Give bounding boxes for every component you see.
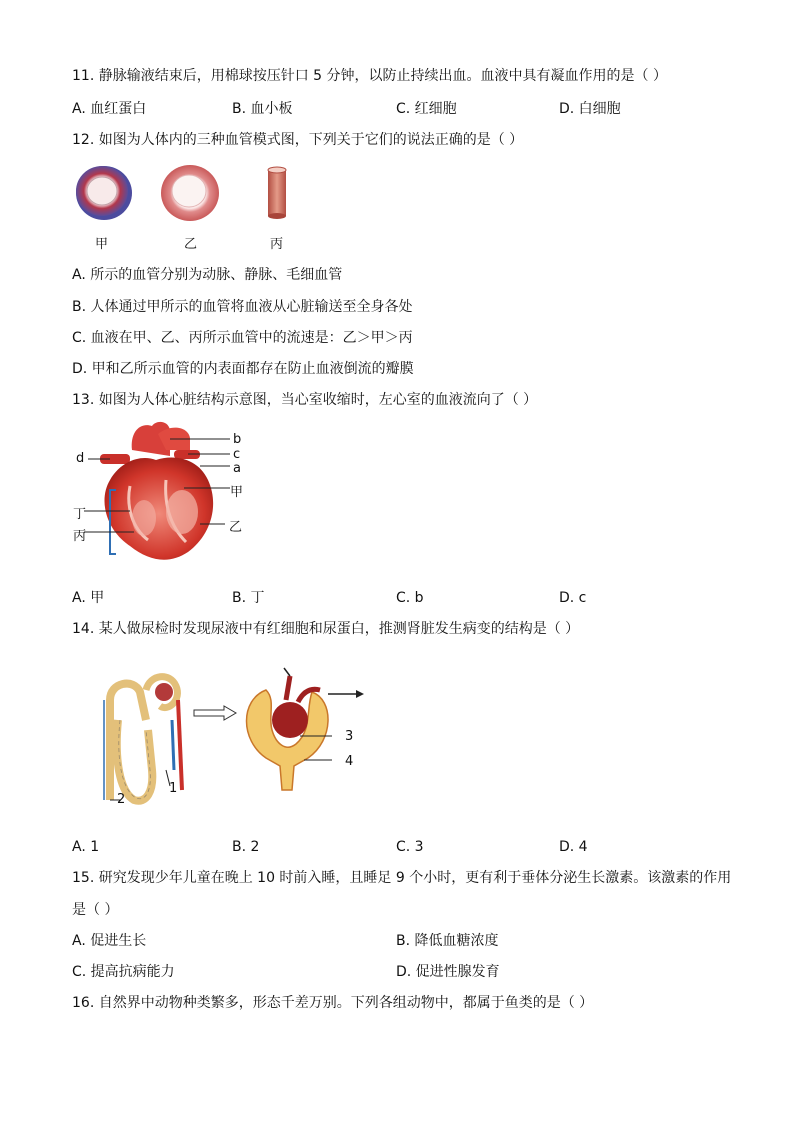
heart-label-a: a (233, 461, 241, 476)
q13-option-d: D. c (559, 590, 587, 606)
q11-option-c: C. 红细胞 (396, 101, 457, 117)
heart-label-c: c (233, 447, 241, 462)
q13-option-a: A. 甲 (72, 590, 105, 606)
q12-stem: 12. 如图为人体内的三种血管模式图，下列关于它们的说法正确的是（ ） (72, 132, 524, 148)
nephron-label-3: 3 (345, 729, 354, 744)
q14-stem: 14. 某人做尿检时发现尿液中有红细胞和尿蛋白，推测肾脏发生病变的结构是（ ） (72, 621, 580, 637)
q15-option-a: A. 促进生长 (72, 933, 147, 949)
q11-option-d: D. 白细胞 (559, 101, 621, 117)
label-jia: 甲 (95, 237, 109, 252)
q12-option-c: C. 血液在甲、乙、丙所示血管中的流速是：乙＞甲＞丙 (72, 330, 413, 346)
q15-option-b: B. 降低血糖浓度 (396, 933, 499, 949)
heart-label-bing: 丙 (73, 529, 87, 544)
q15-option-d: D. 促进性腺发育 (396, 964, 500, 980)
nephron-image (104, 668, 364, 801)
heart-label-yi: 乙 (229, 520, 243, 535)
q13-option-b: B. 丁 (232, 590, 265, 606)
heart-image (100, 422, 213, 560)
nephron-label-1: 1 (169, 781, 178, 796)
nephron-label-4: 4 (345, 754, 354, 769)
q15-option-c: C. 提高抗病能力 (72, 964, 175, 980)
heart-label-d: d (76, 451, 85, 466)
heart-label-ding: 丁 (73, 507, 87, 522)
q12-option-d: D. 甲和乙所示血管的内表面都存在防止血液倒流的瓣膜 (72, 361, 414, 377)
nephron-diagram (90, 660, 370, 812)
q12-option-a: A. 所示的血管分别为动脉、静脉、毛细血管 (72, 267, 343, 283)
label-yi: 乙 (184, 237, 198, 252)
q14-option-a: A. 1 (72, 839, 100, 855)
q14-option-c: C. 3 (396, 839, 424, 855)
vessel-bing (268, 167, 286, 219)
q13-stem: 13. 如图为人体心脏结构示意图，当心室收缩时，左心室的血液流向了（ ） (72, 392, 538, 408)
nephron-label-2: 2 (117, 792, 126, 807)
q12-option-b: B. 人体通过甲所示的血管将血液从心脏输送至全身各处 (72, 299, 413, 315)
q13-option-c: C. b (396, 590, 424, 606)
q14-option-b: B. 2 (232, 839, 260, 855)
q11-option-a: A. 血红蛋白 (72, 101, 147, 117)
q11-option-b: B. 血小板 (232, 101, 293, 117)
q11-stem: 11. 静脉输液结束后，用棉球按压针口 5 分钟，以防止持续出血。血液中具有凝血作用的是（ ） (72, 68, 667, 84)
heart-label-jia: 甲 (230, 485, 244, 500)
q16-stem: 16. 自然界中动物种类繁多，形态千差万别。下列各组动物中，都属于鱼类的是（ ） (72, 995, 594, 1011)
vessel-yi (161, 165, 219, 221)
vessel-jia (76, 166, 132, 220)
heart-label-b: b (233, 432, 242, 447)
q15-stem-line1: 15. 研究发现少年儿童在晚上 10 时前入睡，且睡足 9 个小时，更有利于垂体分泌生长激素。该激素的作用 (72, 870, 732, 886)
label-bing: 丙 (270, 237, 284, 252)
q14-option-d: D. 4 (559, 839, 588, 855)
q15-stem-line2: 是（ ） (72, 902, 119, 918)
